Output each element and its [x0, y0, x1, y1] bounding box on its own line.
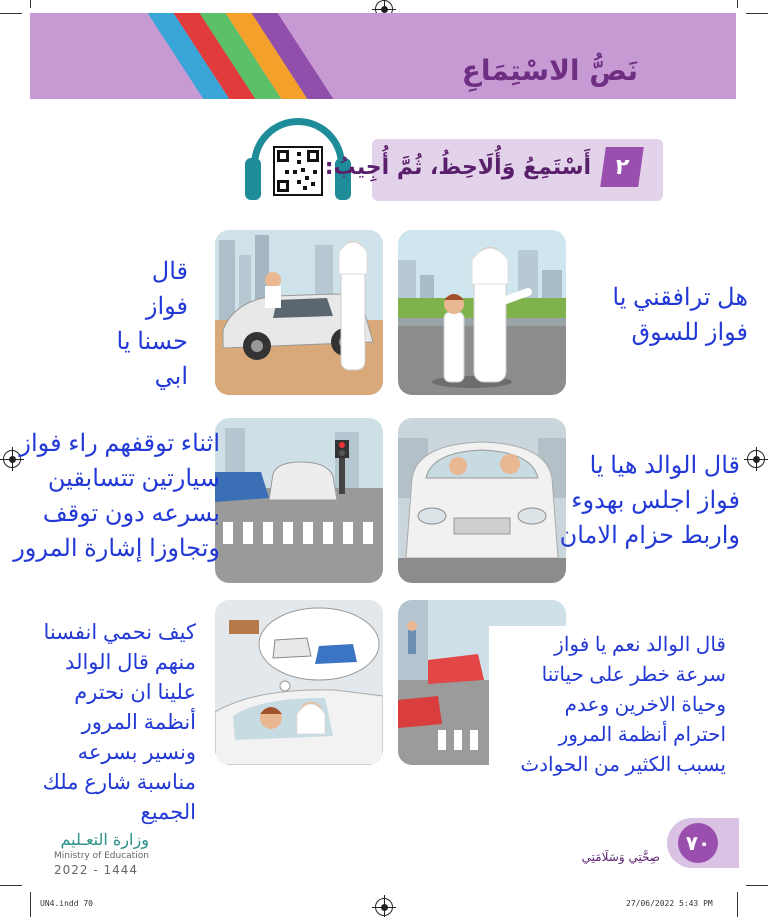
registration-mark-icon [747, 450, 765, 468]
illustration-inside-car [398, 418, 566, 583]
crop-mark [737, 0, 738, 8]
unit-label: صِحَّتِي وَسَلَامَتِي [581, 850, 660, 864]
instruction-text: أَسْتَمِعُ وَأُلَاحِظُ، ثُمَّ أُجِيبُ: [324, 155, 591, 180]
handwritten-answer-3: قال الوالد هيا يا فواز اجلس بهدوء واربط حزام الامان [559, 452, 740, 549]
crop-mark [746, 885, 768, 886]
handwritten-answer-6: كيف نحمي انفسنا منهم قال الوالد علينا ان نحترم أنظمة المرور ونسير بسرعه مناسبة شارع ملك الجميع [42, 621, 196, 824]
crop-mark [746, 13, 768, 14]
instruction-bar [324, 139, 663, 201]
illustration-car-departure [215, 230, 383, 395]
print-timestamp: 27/06/2022 5:43 PM [626, 899, 713, 908]
ministry-year: 2022 - 1444 [54, 863, 139, 877]
instruction-number: ٢ [600, 147, 644, 187]
illustration-family-driving [215, 600, 383, 765]
ministry-name-ar: وزارة التعـليم [60, 830, 149, 849]
handwritten-answer-1: هل ترافقني يا فواز للسوق [612, 284, 748, 346]
crop-mark [30, 0, 31, 8]
registration-mark-icon [375, 898, 393, 916]
print-file-name: UN4.indd 70 [40, 899, 93, 908]
crop-mark [0, 885, 22, 886]
page-number: ٧٠ [678, 823, 718, 863]
page-title: نَصُّ الاسْتِمَاعِ [461, 54, 638, 87]
handwritten-answer-5: قال الوالد نعم يا فواز سرعة خطر على حياتنا وحياة الاخرين وعدم احترام أنظمة المرور يسبب الكثير من الحوادث [520, 634, 726, 776]
handwritten-answer-4: اثناء توقفهم راء فواز سيارتين تتسابقين بسرعه دون توقف وتجاوزا إشارة المرور [13, 430, 220, 562]
crop-mark [0, 13, 22, 14]
illustration-racing-cars [215, 418, 383, 583]
handwritten-answer-2: قال فواز حسنا يا ابي [116, 258, 188, 390]
qr-code-icon[interactable] [273, 146, 323, 196]
crop-mark [737, 892, 738, 917]
ministry-logo [54, 830, 149, 877]
crop-mark [30, 892, 31, 917]
illustration-father-son-standing [398, 230, 566, 395]
headphone-ear-left [245, 158, 261, 200]
ministry-name-en: Ministry of Education [54, 851, 149, 861]
